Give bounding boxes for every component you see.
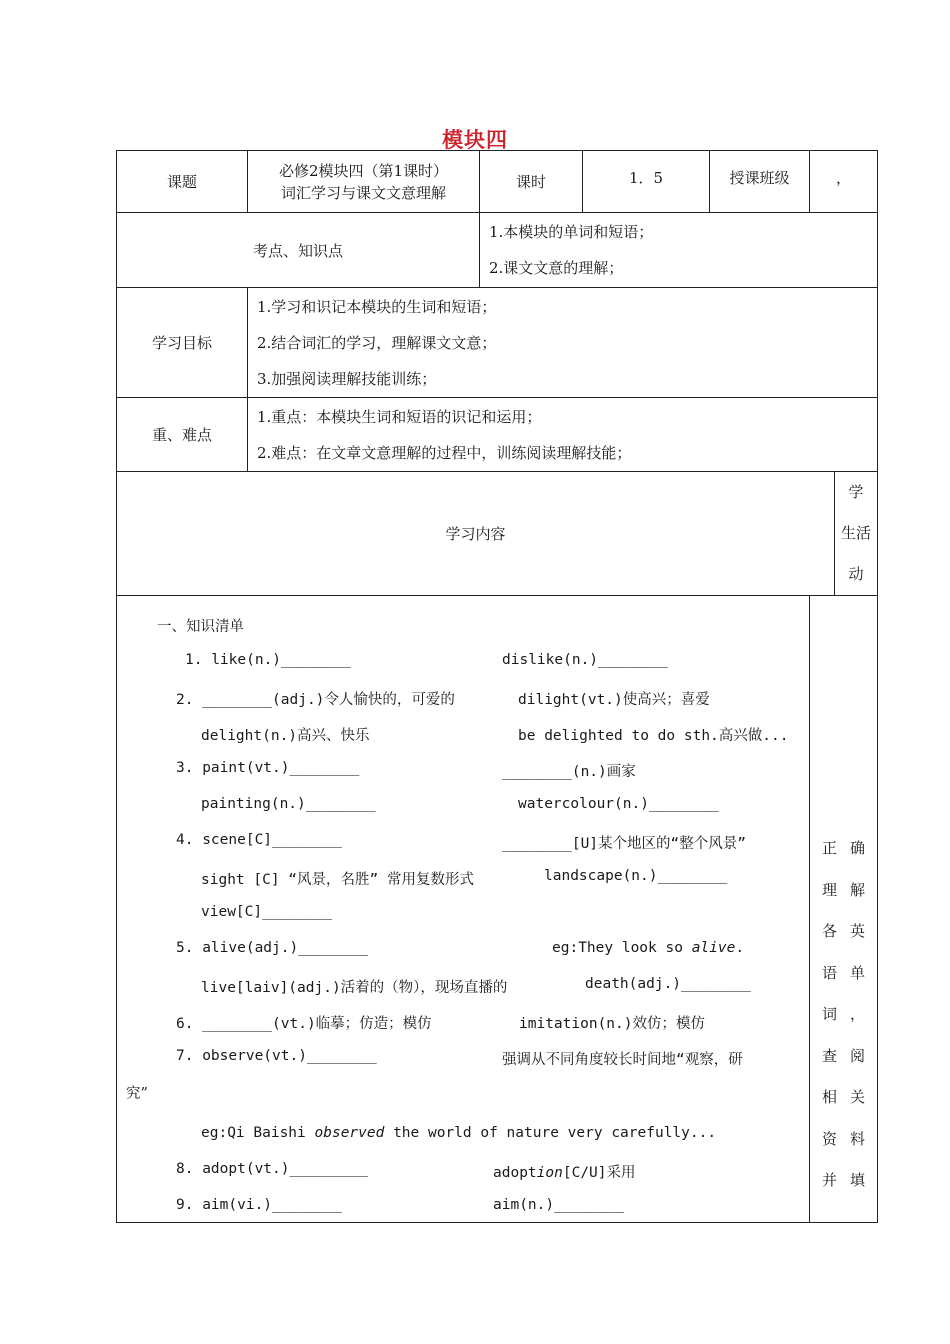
class-value-cell [810,151,878,213]
student-activity-line: 学 [848,483,864,501]
vocab-line: be delighted to do sth.高兴做... [518,728,789,744]
side-note-row [810,1119,877,1161]
student-activity-line: 生活 [841,524,872,542]
side-char: 查 [822,1046,838,1065]
points-label: 考点、知识点 [252,241,343,260]
vocab-line: sight [C] “风景，名胜” 常用复数形式 [201,872,474,888]
example-text: eg:Qi Baishi [201,1125,315,1141]
content-label-cell [117,472,835,596]
vocab-line: 3. paint(vt.)________ [176,760,360,776]
example-text: the world of nature very carefully... [384,1125,717,1141]
vocab-line: 8. adopt(vt.)_________ [176,1161,369,1177]
goals-label-cell [117,288,248,398]
goals-items-cell [248,288,878,398]
vocab-line: live[laiv](adj.)活着的（物），现场直播的 [201,980,508,996]
points-items-cell [480,213,878,288]
vocab-line: dilight(vt.)使高兴；喜爱 [518,692,710,708]
goals-label: 学习目标 [151,334,212,352]
vocab-line: 6. ________(vt.)临摹；仿造；模仿 [176,1016,432,1032]
vocab-line [493,1161,636,1182]
side-char: 料 [850,1129,866,1148]
vocab-line: 9. aim(vi.)________ [176,1197,342,1213]
side-char: 各 [822,922,838,940]
class-label-cell [710,151,810,213]
vocab-line: aim(n.)________ [493,1197,624,1213]
period-value: 1．5 [628,169,664,187]
goals-item: 2.结合词汇的学习，理解课文文意； [257,333,497,352]
vocab-line: death(adj.)________ [585,976,751,992]
side-char: 资 [822,1129,838,1148]
key-label: 重、难点 [151,426,212,444]
content-row [117,596,878,1223]
class-label: 授课班级 [729,169,790,187]
vocab-line: ________(n.)画家 [502,764,636,780]
side-note-row [810,870,877,912]
vocab-line: delight(n.)高兴、快乐 [201,728,370,744]
section-heading: 一、知识清单 [157,619,244,635]
side-note-row [810,828,877,870]
side-char: 填 [850,1171,866,1189]
key-item: 1.重点：本模块生词和短语的识记和运用； [257,407,542,426]
side-note [810,596,877,1202]
points-item: 2.课文文意的理解； [489,259,624,277]
side-char: 英 [850,922,866,940]
period-value-cell [583,151,710,213]
vocab-line: painting(n.)________ [201,796,376,812]
side-char: 相 [822,1088,838,1106]
vocab-line: imitation(n.)效仿；模仿 [519,1016,705,1032]
points-item: 1.本模块的单词和短语； [489,223,654,241]
vocab-line: 5. alive(adj.)________ [176,940,369,956]
topic-label: 课题 [166,173,197,191]
content-label: 学习内容 [445,525,506,543]
vocab-emphasis: ion [536,1165,563,1181]
key-label-cell [117,398,248,472]
vocab-line: 7. observe(vt.)________ [176,1048,377,1064]
goals-item: 3.加强阅读理解技能训练； [257,369,437,388]
side-char: 单 [850,963,866,982]
vocab-line: landscape(n.)________ [544,868,728,884]
example-text: . [735,940,745,956]
points-row [117,213,878,288]
vocab-line: dislike(n.)________ [502,652,668,668]
side-char: 正 [822,839,838,857]
vocab-line: ________[U]某个地区的“整个风景” [502,836,746,852]
period-label: 课时 [515,173,546,191]
key-item: 2.难点：在文章文意理解的过程中，训练阅读理解技能； [257,443,632,462]
period-label-cell [480,151,583,213]
document-title: 模块四 [442,127,508,152]
goals-row [117,288,878,398]
topic-line-1: 必修2模块四（第1课时） [278,161,449,180]
side-char: 理 [822,880,838,899]
side-note-row [810,1077,877,1119]
topic-line-2: 词汇学习与课文文意理解 [280,183,446,202]
example-emphasis: alive [691,940,736,956]
goals-item: 1.学习和识记本模块的生词和短语； [257,297,497,316]
vocab-line: 2. ________(adj.)令人愉快的，可爱的 [176,692,455,708]
vocab-line: view[C]________ [201,904,332,920]
side-note-row [810,953,877,995]
topic-value-cell [248,151,480,213]
lesson-plan-table [116,150,878,1223]
example-emphasis: observed [314,1125,385,1141]
topic-label-cell [117,151,248,213]
header-row [117,151,878,213]
knowledge-list [117,596,809,1221]
student-activity-line: 动 [848,565,864,583]
knowledge-list-cell [117,596,810,1223]
class-value: ， [836,169,852,187]
side-char: 关 [850,1088,866,1106]
side-note-row [810,1160,877,1202]
content-header-row [117,472,878,596]
key-row [117,398,878,472]
side-note-row [810,911,877,953]
example-text: eg:They look so [552,940,692,956]
side-char: 词 [822,1005,838,1023]
side-char: 语 [822,963,838,982]
side-char: 并 [822,1171,838,1189]
example-sentence [201,1125,716,1141]
vocab-line: 4. scene[C]________ [176,832,342,848]
vocab-text: adopt [493,1165,537,1181]
side-note-row [810,994,877,1036]
student-activity-cell [835,472,878,596]
vocab-line: 究” [126,1086,148,1102]
vocab-text: [C/U]采用 [562,1165,636,1181]
example-sentence [552,940,744,956]
side-note-cell [810,596,878,1223]
vocab-line: 强调从不同角度较长时间地“观察，研 [502,1052,743,1068]
side-char: ， [850,1005,866,1023]
side-char: 确 [850,839,866,857]
side-char: 阅 [850,1046,866,1065]
side-note-row [810,1036,877,1078]
vocab-line: watercolour(n.)________ [518,796,719,812]
points-label-cell [117,213,480,288]
key-items-cell [248,398,878,472]
vocab-line: 1. like(n.)________ [185,652,351,668]
side-char: 解 [850,880,866,899]
